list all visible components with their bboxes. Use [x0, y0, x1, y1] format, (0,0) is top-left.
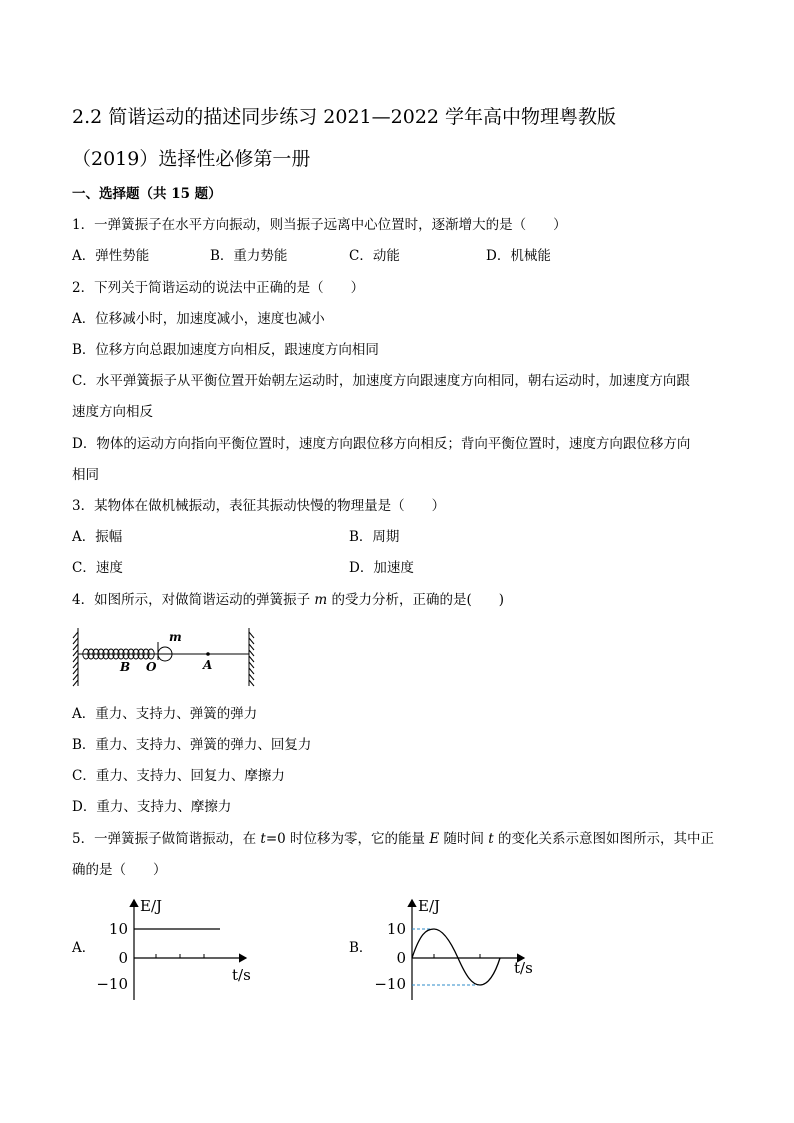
q1-option-d: D．机械能 [486, 248, 551, 264]
label-b: B [120, 660, 131, 674]
graph-b-tick-0: 0 [396, 949, 406, 967]
q5-stem-t0: t [260, 831, 266, 847]
q2-option-c-line1: C．水平弹簧振子从平衡位置开始朝左运动时，加速度方向跟速度方向相同，朝右运动时，加速度方向跟 [72, 373, 690, 389]
q1-option-a: A．弹性势能 [72, 248, 150, 264]
q2-option-a: A．位移减小时，加速度减小，速度也减小 [72, 311, 325, 327]
graph-b-ylabel: E/J [418, 897, 441, 915]
left-wall [73, 628, 78, 686]
q2-option-c-line2: 速度方向相反 [72, 404, 153, 420]
graph-a-ylabel: E/J [140, 897, 163, 915]
q4-option-d: D．重力、支持力、摩擦力 [72, 799, 232, 815]
graph-b-sine-energy [372, 894, 542, 1006]
q3-stem: 3．某物体在做机械振动，表征其振动快慢的物理量是（ ） [72, 498, 446, 514]
graph-b-tick-neg10: −10 [374, 975, 406, 993]
q5-stem-e: E [429, 831, 440, 847]
label-m: m [169, 630, 182, 644]
label-a: A [203, 658, 213, 672]
q4-stem-post: 的受力分析，正确的是( ) [327, 592, 505, 608]
q3-option-b: B．周期 [349, 529, 400, 545]
q5-stem-p1: 5．一弹簧振子做简谐振动，在 [72, 831, 261, 847]
q2-option-b: B．位移方向总跟加速度方向相反，跟速度方向相同 [72, 342, 379, 358]
right-wall [249, 628, 254, 686]
q2-stem: 2．下列关于简谐运动的说法中正确的是（ ） [72, 280, 365, 296]
q5-option-b-label: B． [349, 940, 373, 956]
q3-option-c: C．速度 [72, 560, 123, 576]
graph-b-xlabel: t/s [514, 959, 533, 977]
graph-a-constant-energy [94, 894, 259, 1006]
graph-b-tick-10: 10 [386, 920, 406, 938]
q5-stem-p3: 随时间 [439, 831, 489, 847]
graph-b-sine-curve [412, 929, 500, 985]
q2-option-d-line1: D．物体的运动方向指向平衡位置时，速度方向跟位移方向相反；背向平衡位置时，速度方向跟位移方向 [72, 436, 691, 452]
point-a-dot [206, 652, 210, 656]
q5-stem-p4: 的变化关系示意图如图所示，其中正 [493, 831, 714, 847]
q5-stem-p2: =0 时位移为零，它的能量 [265, 831, 430, 847]
q5-stem-line2: 确的是（ ） [72, 862, 167, 878]
q1-option-b: B．重力势能 [210, 248, 288, 264]
q3-option-d: D．加速度 [349, 560, 414, 576]
q4-stem [72, 594, 504, 608]
q4-stem-var: m [314, 592, 328, 608]
q2-option-d-line2: 相同 [72, 467, 99, 483]
q3-option-a: A．振幅 [72, 529, 123, 545]
graph-a-xlabel: t/s [232, 966, 251, 984]
q4-option-b: B．重力、支持力、弹簧的弹力、回复力 [72, 737, 312, 753]
section-heading: 一、选择题（共 15 题） [72, 186, 222, 202]
q4-stem-pre: 4．如图所示，对做简谐运动的弹簧振子 [72, 592, 315, 608]
q1-stem: 1．一弹簧振子在水平方向振动，则当振子远离中心位置时，逐渐增大的是（ ） [72, 217, 567, 233]
q4-option-c: C．重力、支持力、回复力、摩擦力 [72, 768, 285, 784]
spring-oscillator-figure [72, 624, 262, 688]
graph-a-tick-0: 0 [118, 949, 128, 967]
q5-stem-line1 [72, 833, 714, 847]
title-line-2: （2019）选择性必修第一册 [72, 148, 311, 170]
q4-option-a: A．重力、支持力、弹簧的弹力 [72, 706, 258, 722]
graph-a-tick-neg10: −10 [96, 975, 128, 993]
q5-stem-t: t [488, 831, 494, 847]
label-o: O [146, 660, 157, 674]
title-line-1: 2.2 简谐运动的描述同步练习 2021—2022 学年高中物理粤教版 [72, 106, 617, 128]
graph-a-tick-10: 10 [108, 920, 128, 938]
q1-option-c: C．动能 [349, 248, 400, 264]
q5-option-a-label: A． [72, 940, 96, 956]
